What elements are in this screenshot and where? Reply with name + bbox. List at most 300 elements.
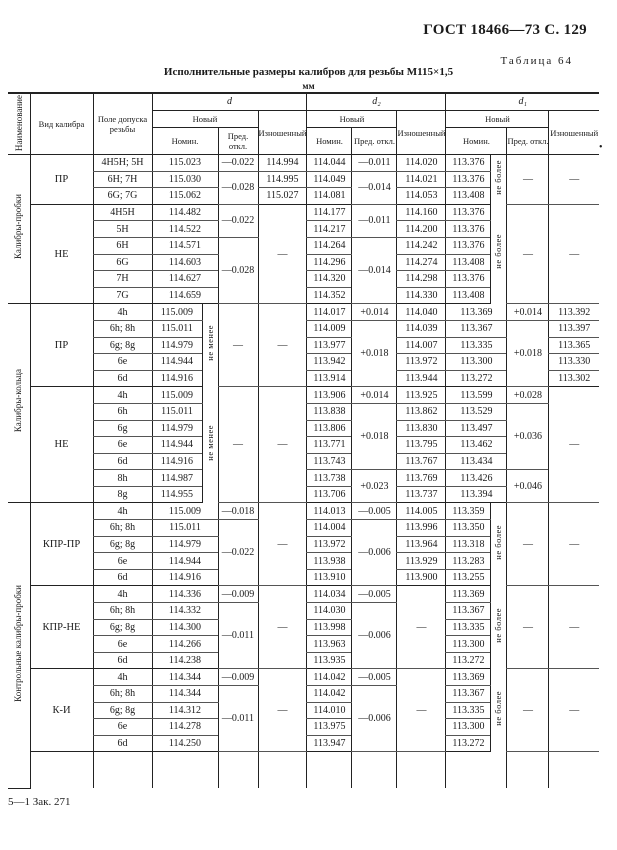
group-name: Калибры-пробки xyxy=(13,194,24,260)
d-deviation: —0.011 xyxy=(218,603,258,669)
gauge-type: НЕ xyxy=(30,387,93,503)
d2-deviation: +0.014 xyxy=(352,304,397,321)
d2-nominal: 114.177 xyxy=(307,204,352,221)
d2-nominal: 113.771 xyxy=(307,437,352,454)
tolerance-field: 4h xyxy=(93,304,152,321)
tolerance-field: 8g xyxy=(93,486,152,503)
tolerance-field: 6H; 7H xyxy=(93,171,152,188)
empty-cell xyxy=(397,752,446,789)
d-worn: 114.994 xyxy=(258,155,307,172)
empty-cell xyxy=(549,752,599,789)
d2-worn: 114.005 xyxy=(397,503,446,520)
d-nominal: 114.300 xyxy=(152,619,218,636)
header-d2-nominal: Номин. xyxy=(307,128,352,155)
d1-note: не более xyxy=(493,607,504,643)
tolerance-field: 6d xyxy=(93,735,152,752)
header-d-deviation: Пред. откл. xyxy=(218,128,258,155)
tolerance-field: 6h; 8h xyxy=(93,320,152,337)
d2-deviation: —0.005 xyxy=(352,669,397,686)
d1-note-cell xyxy=(491,669,507,752)
empty-cell xyxy=(152,752,218,789)
d-nominal: 114.659 xyxy=(152,287,218,304)
d-nominal: 114.250 xyxy=(152,735,218,752)
d-nominal: 115.011 xyxy=(152,320,202,337)
d2-nominal: 113.738 xyxy=(307,470,352,487)
d2-deviation: —0.005 xyxy=(352,503,397,520)
header-d2: d₂ xyxy=(307,93,446,111)
d2-nominal: 113.914 xyxy=(307,370,352,387)
d-worn: — xyxy=(258,304,307,387)
d-deviation: —0.022 xyxy=(218,155,258,172)
header-d1-nominal: Номин. xyxy=(446,128,507,155)
d-note-cell xyxy=(202,304,218,387)
d2-worn: 114.021 xyxy=(397,171,446,188)
d1-nominal: 113.255 xyxy=(446,569,491,586)
d1-note: не более xyxy=(493,234,504,269)
d-nominal: 114.979 xyxy=(152,536,218,553)
tolerance-field: 4h xyxy=(93,669,152,686)
print-order-footer: 5—1 Зак. 271 xyxy=(8,796,71,808)
d2-deviation: +0.018 xyxy=(352,403,397,469)
d2-worn: 113.862 xyxy=(397,403,446,420)
tolerance-field: 6g; 8g xyxy=(93,619,152,636)
table-row xyxy=(8,204,599,221)
d1-nominal: 113.462 xyxy=(446,437,507,454)
d1-worn: — xyxy=(549,669,599,752)
d-worn: — xyxy=(258,204,307,304)
tolerance-field: 4h xyxy=(93,586,152,603)
tolerance-field: 6d xyxy=(93,453,152,470)
tolerance-field: 6g; 8g xyxy=(93,702,152,719)
tolerance-field: 5H xyxy=(93,221,152,238)
d-nominal: 114.987 xyxy=(152,470,202,487)
d1-nominal: 113.426 xyxy=(446,470,507,487)
d-nominal: 115.062 xyxy=(152,188,218,205)
d-nominal: 114.344 xyxy=(152,686,218,703)
d2-nominal: 113.910 xyxy=(307,569,352,586)
units-label: мм xyxy=(302,81,315,91)
d-nominal: 114.312 xyxy=(152,702,218,719)
d-nominal: 114.571 xyxy=(152,237,218,254)
d1-nominal: 113.529 xyxy=(446,403,507,420)
header-gauge-type: Вид калибра xyxy=(30,93,93,155)
d2-nominal: 114.081 xyxy=(307,188,352,205)
d1-worn: 113.397 xyxy=(549,320,599,337)
d2-deviation: —0.005 xyxy=(352,586,397,603)
d1-nominal: 113.350 xyxy=(446,520,491,537)
header-d1-deviation: Пред. откл. xyxy=(507,128,549,155)
d2-nominal: 114.044 xyxy=(307,155,352,172)
d-nominal: 115.009 xyxy=(152,304,202,321)
d-nominal: 114.979 xyxy=(152,337,202,354)
empty-cell xyxy=(30,752,93,789)
standard-header: ГОСТ 18466—73 С. 129 xyxy=(423,22,587,38)
d1-nominal: 113.376 xyxy=(446,204,491,221)
empty-cell xyxy=(446,752,507,789)
header-d1-new: Новый xyxy=(446,111,549,128)
d2-nominal: 113.942 xyxy=(307,354,352,371)
tolerance-field: 4h xyxy=(93,387,152,404)
d1-nominal: 113.369 xyxy=(446,586,491,603)
d2-nominal: 114.352 xyxy=(307,287,352,304)
d2-nominal: 114.320 xyxy=(307,271,352,288)
tolerance-field: 6e xyxy=(93,437,152,454)
d1-nominal: 113.408 xyxy=(446,188,491,205)
tolerance-field: 6h; 8h xyxy=(93,603,152,620)
d-nominal: 115.011 xyxy=(152,403,202,420)
d1-deviation: — xyxy=(507,669,549,752)
d-nominal: 114.916 xyxy=(152,453,202,470)
d2-nominal: 113.906 xyxy=(307,387,352,404)
table-row xyxy=(8,387,599,404)
d-deviation: —0.022 xyxy=(218,204,258,237)
d-deviation: —0.028 xyxy=(218,237,258,303)
d-deviation: —0.009 xyxy=(218,586,258,603)
d-deviation: —0.028 xyxy=(218,171,258,204)
d1-deviation: — xyxy=(507,586,549,669)
d2-deviation: —0.006 xyxy=(352,520,397,586)
d2-nominal: 114.004 xyxy=(307,520,352,537)
d1-deviation: +0.028 xyxy=(507,387,549,404)
d2-nominal: 113.947 xyxy=(307,735,352,752)
tolerance-field: 4h xyxy=(93,503,152,520)
d-nominal: 115.011 xyxy=(152,520,218,537)
tolerance-field: 6d xyxy=(93,569,152,586)
empty-cell xyxy=(258,752,307,789)
d2-deviation: +0.014 xyxy=(352,387,397,404)
d1-nominal: 113.272 xyxy=(446,735,491,752)
table-filler-row xyxy=(8,752,599,789)
d1-nominal: 113.272 xyxy=(446,652,491,669)
header-d: d xyxy=(152,93,307,111)
table-row xyxy=(8,669,599,686)
d-nominal: 114.266 xyxy=(152,636,218,653)
tolerance-field: 6h; 8h xyxy=(93,520,152,537)
empty-cell xyxy=(93,752,152,789)
empty-cell xyxy=(307,752,352,789)
tolerance-field: 6e xyxy=(93,719,152,736)
d2-nominal: 113.975 xyxy=(307,719,352,736)
d2-deviation: +0.018 xyxy=(352,320,397,386)
d1-nominal: 113.335 xyxy=(446,702,491,719)
tolerance-field: 6d xyxy=(93,370,152,387)
d2-worn: 114.274 xyxy=(397,254,446,271)
d1-note-cell xyxy=(491,503,507,586)
d2-nominal: 114.296 xyxy=(307,254,352,271)
d1-nominal: 113.367 xyxy=(446,603,491,620)
d-nominal: 115.030 xyxy=(152,171,218,188)
gauge-type: КПР-ПР xyxy=(30,503,93,586)
d1-note-cell xyxy=(491,155,507,205)
empty-cell xyxy=(507,752,549,789)
table-row xyxy=(8,586,599,603)
d1-nominal: 113.497 xyxy=(446,420,507,437)
d1-note-cell xyxy=(491,586,507,669)
tolerance-field: 8h xyxy=(93,470,152,487)
d1-nominal: 113.367 xyxy=(446,320,507,337)
header-d1-worn: Изношенный xyxy=(549,111,599,155)
d-deviation: — xyxy=(218,304,258,387)
d2-worn: 113.830 xyxy=(397,420,446,437)
tolerance-field: 6e xyxy=(93,636,152,653)
gauge-type: К-И xyxy=(30,669,93,752)
d-nominal: 114.916 xyxy=(152,569,218,586)
d1-deviation: +0.018 xyxy=(507,320,549,386)
d2-nominal: 113.743 xyxy=(307,453,352,470)
d1-note: не более xyxy=(493,690,504,726)
header-d2-new: Новый xyxy=(307,111,397,128)
d-worn: — xyxy=(258,586,307,669)
empty-cell xyxy=(218,752,258,789)
d1-note: не более xyxy=(493,159,504,195)
d2-nominal: 113.972 xyxy=(307,536,352,553)
d-deviation: — xyxy=(218,387,258,503)
table-header xyxy=(8,93,599,155)
d2-nominal: 113.806 xyxy=(307,420,352,437)
tolerance-field: 6g; 8g xyxy=(93,536,152,553)
d1-nominal: 113.376 xyxy=(446,237,491,254)
d2-nominal: 113.935 xyxy=(307,652,352,669)
d-nominal: 114.332 xyxy=(152,603,218,620)
d2-worn: 113.737 xyxy=(397,486,446,503)
d-worn: 115.027 xyxy=(258,188,307,205)
d2-worn: 113.900 xyxy=(397,569,446,586)
d-worn: — xyxy=(258,503,307,586)
d2-worn: 113.929 xyxy=(397,553,446,570)
header-d2-worn: Изношенный xyxy=(397,111,446,155)
d2-nominal: 113.938 xyxy=(307,553,352,570)
tolerance-field: 6e xyxy=(93,354,152,371)
d1-nominal: 113.300 xyxy=(446,719,491,736)
d2-nominal: 114.010 xyxy=(307,702,352,719)
d1-worn: 113.365 xyxy=(549,337,599,354)
d-nominal: 114.344 xyxy=(152,669,218,686)
d2-nominal: 114.264 xyxy=(307,237,352,254)
table-row xyxy=(8,304,599,321)
d1-nominal: 113.359 xyxy=(446,503,491,520)
d-deviation: —0.022 xyxy=(218,520,258,586)
d-nominal: 115.009 xyxy=(152,387,202,404)
d1-deviation: — xyxy=(507,204,549,304)
tolerance-field: 6h xyxy=(93,403,152,420)
d-nominal: 114.627 xyxy=(152,271,218,288)
tolerance-field: 6e xyxy=(93,553,152,570)
d-deviation: —0.011 xyxy=(218,686,258,752)
header-d1: d₁ xyxy=(446,93,599,111)
table-row xyxy=(8,155,599,172)
d1-note-cell xyxy=(491,204,507,304)
header-d-worn: Изношенный xyxy=(258,111,307,155)
d2-worn: 114.160 xyxy=(397,204,446,221)
d2-nominal: 114.013 xyxy=(307,503,352,520)
d2-worn: 114.298 xyxy=(397,271,446,288)
d-nominal: 114.238 xyxy=(152,652,218,669)
d1-nominal: 113.272 xyxy=(446,370,507,387)
gauge-type: КПР-НЕ xyxy=(30,586,93,669)
d2-nominal: 114.009 xyxy=(307,320,352,337)
tolerance-field: 6d xyxy=(93,652,152,669)
table-row xyxy=(8,503,599,520)
tolerance-field: 4H5H xyxy=(93,204,152,221)
d2-worn: 114.053 xyxy=(397,188,446,205)
group-name-cell xyxy=(8,304,30,503)
d2-worn: 114.007 xyxy=(397,337,446,354)
gauge-type: ПР xyxy=(30,155,93,205)
d2-nominal: 113.838 xyxy=(307,403,352,420)
d1-nominal: 113.394 xyxy=(446,486,507,503)
tolerance-field: 7G xyxy=(93,287,152,304)
d1-nominal: 113.283 xyxy=(446,553,491,570)
d1-nominal: 113.369 xyxy=(446,669,491,686)
d1-worn: 113.330 xyxy=(549,354,599,371)
d2-deviation: —0.011 xyxy=(352,204,397,237)
header-d-nominal: Номин. xyxy=(152,128,218,155)
group-name: Калибры-кольца xyxy=(13,369,24,433)
d2-nominal: 113.977 xyxy=(307,337,352,354)
table-number: Таблица 64 xyxy=(500,55,573,67)
d1-nominal: 113.318 xyxy=(446,536,491,553)
header-tolerance-field: Поле допуска резьбы xyxy=(93,93,152,155)
d2-nominal: 113.963 xyxy=(307,636,352,653)
table-body xyxy=(8,155,599,789)
gauge-type: НЕ xyxy=(30,204,93,304)
d2-nominal: 114.042 xyxy=(307,669,352,686)
d2-nominal: 114.034 xyxy=(307,586,352,603)
tolerance-field: 6G; 7G xyxy=(93,188,152,205)
d-deviation: —0.009 xyxy=(218,669,258,686)
d-nominal: 114.944 xyxy=(152,437,202,454)
d1-worn: — xyxy=(549,387,599,503)
d1-nominal: 113.376 xyxy=(446,155,491,172)
group-name-cell xyxy=(8,155,30,304)
d2-worn: — xyxy=(397,669,446,752)
d1-worn: 113.392 xyxy=(549,304,599,321)
d1-worn: — xyxy=(549,204,599,304)
d2-worn: 114.242 xyxy=(397,237,446,254)
d1-nominal: 113.367 xyxy=(446,686,491,703)
d1-deviation: +0.036 xyxy=(507,403,549,469)
tolerance-field: 6H xyxy=(93,237,152,254)
d-nominal: 115.023 xyxy=(152,155,218,172)
d-nominal: 114.955 xyxy=(152,486,202,503)
d-worn: — xyxy=(258,669,307,752)
d2-nominal: 113.998 xyxy=(307,619,352,636)
d2-worn: 114.040 xyxy=(397,304,446,321)
d1-nominal: 113.408 xyxy=(446,254,491,271)
d1-nominal: 113.434 xyxy=(446,453,507,470)
d1-worn: — xyxy=(549,586,599,669)
d2-worn: 113.972 xyxy=(397,354,446,371)
d2-worn: 113.996 xyxy=(397,520,446,537)
d2-worn: 113.944 xyxy=(397,370,446,387)
header-d-new: Новый xyxy=(152,111,258,128)
d2-worn: 113.925 xyxy=(397,387,446,404)
d2-worn: 113.767 xyxy=(397,453,446,470)
d2-deviation: —0.006 xyxy=(352,603,397,669)
d-nominal: 114.944 xyxy=(152,553,218,570)
table-title: Исполнительные размеры калибров для резьбы М115×1,5 xyxy=(163,66,454,78)
tolerance-field: 6G xyxy=(93,254,152,271)
d2-nominal: 114.030 xyxy=(307,603,352,620)
d2-worn: 114.020 xyxy=(397,155,446,172)
d2-nominal: 114.017 xyxy=(307,304,352,321)
d1-deviation: — xyxy=(507,503,549,586)
d-nominal: 114.916 xyxy=(152,370,202,387)
d2-deviation: —0.006 xyxy=(352,686,397,752)
d-nominal: 114.482 xyxy=(152,204,218,221)
d2-worn: 114.330 xyxy=(397,287,446,304)
tolerance-field: 6g xyxy=(93,420,152,437)
header-name: Наименование xyxy=(8,93,30,155)
d-nominal: 114.944 xyxy=(152,354,202,371)
d-nominal: 114.979 xyxy=(152,420,202,437)
d2-nominal: 114.042 xyxy=(307,686,352,703)
d1-nominal: 113.300 xyxy=(446,636,491,653)
d1-nominal: 113.408 xyxy=(446,287,491,304)
d2-deviation: +0.023 xyxy=(352,470,397,503)
scan-speck: • xyxy=(599,142,603,153)
group-name-cell xyxy=(8,503,30,788)
d1-nominal: 113.599 xyxy=(446,387,507,404)
d1-deviation: +0.046 xyxy=(507,470,549,503)
d-note: не менее xyxy=(204,424,215,461)
d-note: не менее xyxy=(204,325,215,361)
tolerance-field: 6g; 8g xyxy=(93,337,152,354)
d2-nominal: 114.217 xyxy=(307,221,352,238)
d1-worn: — xyxy=(549,503,599,586)
header-d2-deviation: Пред. откл. xyxy=(352,128,397,155)
d-deviation: —0.018 xyxy=(218,503,258,520)
d2-nominal: 113.706 xyxy=(307,486,352,503)
d2-worn: 113.795 xyxy=(397,437,446,454)
d2-worn: — xyxy=(397,586,446,669)
tolerance-field: 6h; 8h xyxy=(93,686,152,703)
d2-deviation: —0.014 xyxy=(352,171,397,204)
d-nominal: 114.336 xyxy=(152,586,218,603)
d-note-cell xyxy=(202,387,218,503)
d1-nominal: 113.369 xyxy=(446,304,507,321)
gauge-type: ПР xyxy=(30,304,93,387)
d1-nominal: 113.376 xyxy=(446,271,491,288)
d-nominal: 114.603 xyxy=(152,254,218,271)
d2-worn: 113.769 xyxy=(397,470,446,487)
d1-nominal: 113.335 xyxy=(446,619,491,636)
d1-deviation: — xyxy=(507,155,549,205)
d-nominal: 115.009 xyxy=(152,503,218,520)
d2-nominal: 114.049 xyxy=(307,171,352,188)
d1-deviation: +0.014 xyxy=(507,304,549,321)
d-worn: — xyxy=(258,387,307,503)
d2-worn: 113.964 xyxy=(397,536,446,553)
d1-nominal: 113.376 xyxy=(446,221,491,238)
d2-deviation: —0.011 xyxy=(352,155,397,172)
tolerance-field: 7H xyxy=(93,271,152,288)
d1-nominal: 113.300 xyxy=(446,354,507,371)
d-worn: 114.995 xyxy=(258,171,307,188)
gauge-dimensions-table xyxy=(8,92,599,789)
d1-nominal: 113.335 xyxy=(446,337,507,354)
d2-deviation: —0.014 xyxy=(352,237,397,303)
d1-note: не более xyxy=(493,524,504,560)
empty-cell xyxy=(352,752,397,789)
d1-nominal: 113.376 xyxy=(446,171,491,188)
d2-worn: 114.200 xyxy=(397,221,446,238)
d-nominal: 114.278 xyxy=(152,719,218,736)
tolerance-field: 4H5H; 5H xyxy=(93,155,152,172)
group-name: Контрольные калибры-пробки xyxy=(13,584,24,702)
d1-worn: 113.302 xyxy=(549,370,599,387)
d2-worn: 114.039 xyxy=(397,320,446,337)
